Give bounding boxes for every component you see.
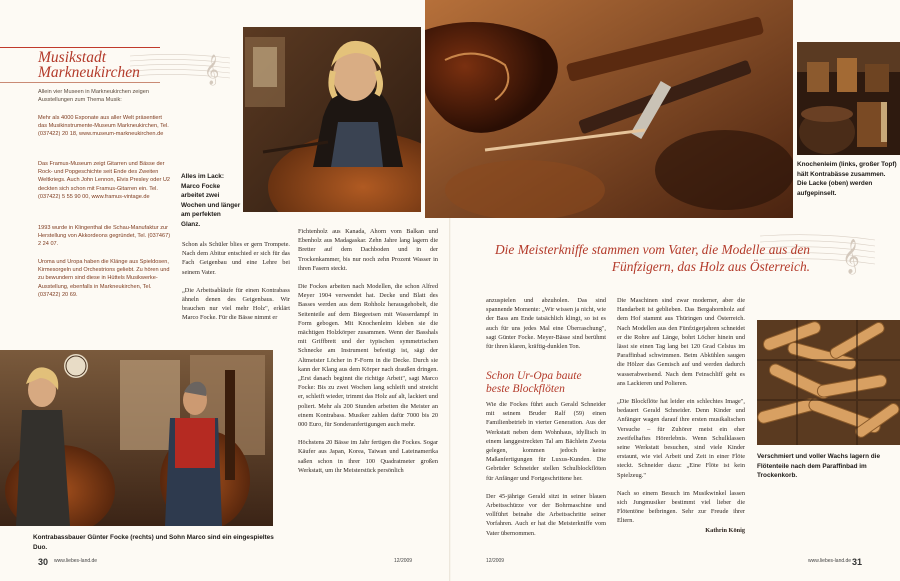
page-number-left: 30	[38, 557, 49, 567]
article-column-4	[617, 296, 745, 535]
paragraph: Fichtenholz aus Kanada, Ahorn vom Balkan und Ebenholz aus Madagaskar. Zehn Jahre lang lagern die Bretter auf dem Dachboden und in der Trockenkammer, bis nur noch zehn Prozent Wasser in ihren Fasern steckt.	[298, 228, 438, 272]
article-column-1	[182, 240, 290, 323]
paragraph: „Die Arbeitsabläufe für einen Kontrabass ähneln denen des Geigenbaus. Wir brauchen nur viel mehr Holz", erklärt Marco Focke. Für die Bässe nimmt er	[182, 286, 290, 322]
author-byline: Kathrin König	[705, 526, 745, 534]
paragraph: Nach so einem Besuch im Musikwinkel lassen sich Jungmusiker bestimmt viel lieber die Flötentöne beibringen. Sehr zur Freude ihrer Eltern.	[617, 489, 745, 525]
sidebar-title-line1: Musikstadt	[38, 49, 107, 66]
page-number-right: 31	[852, 557, 863, 567]
article-column-2	[298, 227, 438, 475]
svg-text:𝄞: 𝄞	[842, 239, 860, 274]
paragraph: Die Fockes arbeiten nach Modellen, die schon Alfred Meyer 1904 verwendet hat. Decke und Blatt des Basses werden aus dem Rohholz herausgehobelt, die Seitenteile auf dem Biegeeisen mit Wasserdampf in Form gebogen. Mit Knochenleim kleben sie die mächtigen Holzkörper zusammen. Wenn der Basshals mit Griffbrett und der typischen symmetrischen Schnecke am Instrument befestigt ist, sägt der Altmeister Löcher in F-Form in die Decke. Durch sie kann der Klang aus dem Körper nach draußen dringen. „Erst danach beginnt die richtige Arbeit", sagt Marco Focke: Bis zu zwei Wochen lang schleift und streicht er, schleift wieder, trimmt das Holz auf alt, lackiert und poliert. Mehr als 200 Stunden arbeiten die Meister an einem Kontrabass. Musiker zahlen dafür 7000 bis 20 000 Euro, für Sonderanfertigungen auch mehr.	[298, 283, 438, 429]
footer-url-right: www.liebes-land.de	[808, 558, 852, 564]
paragraph: Wie die Fockes führt auch Gerald Schneider mit seinem Bruder Ralf (59) einen Familienbetrieb in vierter Generation. Aus der Werkstatt neben dem Wohnhaus, idyllisch in einem langgestreckten Tal am Bächlein Zwota gelegen, kommen jedoch keine Maßanfertigungen für Luxus-Kunden. Die Gebrüder Schneider stellen Schulblockflöten für Anfänger und Fortgeschrittene her.	[486, 401, 606, 482]
sidebar-entry: Mehr als 4000 Exponate aus aller Welt präsentiert das Musikinstrumente-Museum Markneukirchen, Tel. (037422) 20 18, www.museum-markneukirchen.de	[38, 115, 169, 138]
footer-url-left: www.liebes-land.de	[54, 558, 98, 564]
sidebar-intro: Allein vier Museen in Markneukirchen zeigen Ausstellungen zum Thema Musik:	[38, 89, 149, 104]
photo-marco-lacquering	[243, 27, 421, 212]
photo-workbench-tools	[425, 0, 793, 218]
photo-focke-duo	[0, 350, 273, 526]
sidebar-entry: Das Framus-Museum zeigt Gitarren und Bässe der Rock- und Popgeschichte seit Ende des Zweiten Weltkriegs. Auch John Lennon, Elvis Presley oder U2 deckten sich schon mit Framus-Gitarren ein. Tel. (037422) 5 55 90 00, www.framus-vintage.de	[38, 161, 171, 200]
svg-text:𝄞: 𝄞	[204, 55, 220, 85]
paragraph: Schon als Schüler blies er gern Trompete. Nach dem Abitur entschied er sich für das Fach Geigenbau und eine Lehre bei seinem Vater.	[182, 241, 290, 276]
caption-marco: Alles im Lack: Marco Focke arbeitet zwei Wochen und länger am perfekten Glanz.	[181, 173, 241, 228]
caption-knochenleim: Knochenleim (links, großer Topf) hält Kontrabässe zusammen. Die Lacke (oben) werden aufgepinselt.	[797, 161, 897, 197]
paragraph: Der 45-jährige Gerald sitzt in seiner blauen Arbeitsschürze vor der Bohrmaschine und vollführt beinahe die Arbeitsschritte seiner Vorfahren. Auch er hat die Meisterkniffe vom Vater übernommen.	[486, 492, 606, 537]
section-subheading: Schon Ur-Opa baute beste Blockflöten	[486, 370, 582, 395]
pull-quote: Die Meisterkniffe stammen vom Vater, die Modelle aus den Fünfzigern, das Holz aus Österreich.	[495, 242, 810, 274]
photo-flute-basket	[757, 320, 900, 445]
article-column-3	[486, 296, 606, 351]
paragraph: Höchstens 20 Bässe im Jahr fertigen die Fockes. Sogar Käufer aus Japan, Korea, Taiwan und Lateinamerika saßen schon in ihrer 100 Quadratmeter großen Werkstatt, um ihr Meisterstück persönlich	[298, 439, 438, 474]
sidebar-title	[38, 50, 163, 80]
paragraph: Die Maschinen sind zwar moderner, aber die Handarbeit ist geblieben. Das Bergahornholz auf dem Hof stammt aus Thüringen und Österreich. Nach Modellen aus den Fünfzigerjahren schneidet er die Rohre auf Länge, bohrt Löcher hinein und lässt sie einen Tag lang bei 120 Grad Celsius im Paraffinbad schwimmen. Beim Abkühlen saugen die Hölzer das Gemisch auf und werden dadurch wasserabweisend. Nach dem Feinschliff geht es ans Lackieren und Polieren.	[617, 297, 745, 387]
sidebar-title-line2: Markneukirchen	[38, 64, 140, 81]
footer-issue-left: 12/2009	[394, 558, 413, 564]
photo-glue-pots	[797, 42, 900, 155]
caption-duo: Kontrabassbauer Günter Focke (rechts) und Sohn Marco sind ein eingespieltes Duo.	[33, 534, 274, 551]
paragraph: „Die Blockflöte hat leider ein schlechtes Image", bedauert Gerald Schneider. Denn Kinder und Anfänger wagen darauf ihre ersten musikalischen Versuche – für Zuhörer meist ein eher zweifelhaftes Hörerlebnis. Wenn Schulklassen seine Werkstatt besuchen, sind viele Kinder erstaunt, wie viel Arbeit und Zeit in einer Flöte steckt. Schneider dazu: „Eine Flöte ist kein Spielzeug."	[617, 398, 745, 479]
article-column-3b	[486, 400, 606, 538]
footer-issue-right: 12/2009	[486, 558, 505, 564]
sidebar-entry: Uroma und Uropa haben die Klänge aus Spieldosen, Kirmesorgeln und Orchestrions geliebt. Zu hören und zu bewundern sind diese in Hüttels Musikwerke-Ausstellung, ebenfalls in Markneukirchen, Tel. (037422) 20 69.	[38, 259, 170, 298]
sidebar-entry: 1993 wurde in Klingenthal die Schau-Manufaktur zur Herstellung von Akkordeons gegründet, Tel. (037467) 2 24 07.	[38, 225, 171, 248]
paragraph: anzuspielen und abzuholen. Das sind spannende Momente: „Wir wissen ja nicht, wie der Bass am Ende tatsächlich klingt, so ist es auch für uns jedes Mal eine Überraschung", sagt Günter Focke. Meyer-Bässe sind berühmt für ihren klaren, kräftig-dunklen Ton.	[486, 297, 606, 351]
caption-wachs: Verschmiert und voller Wachs lagern die Flötenteile nach dem Paraffinbad im Trockenkorb.	[757, 453, 881, 479]
